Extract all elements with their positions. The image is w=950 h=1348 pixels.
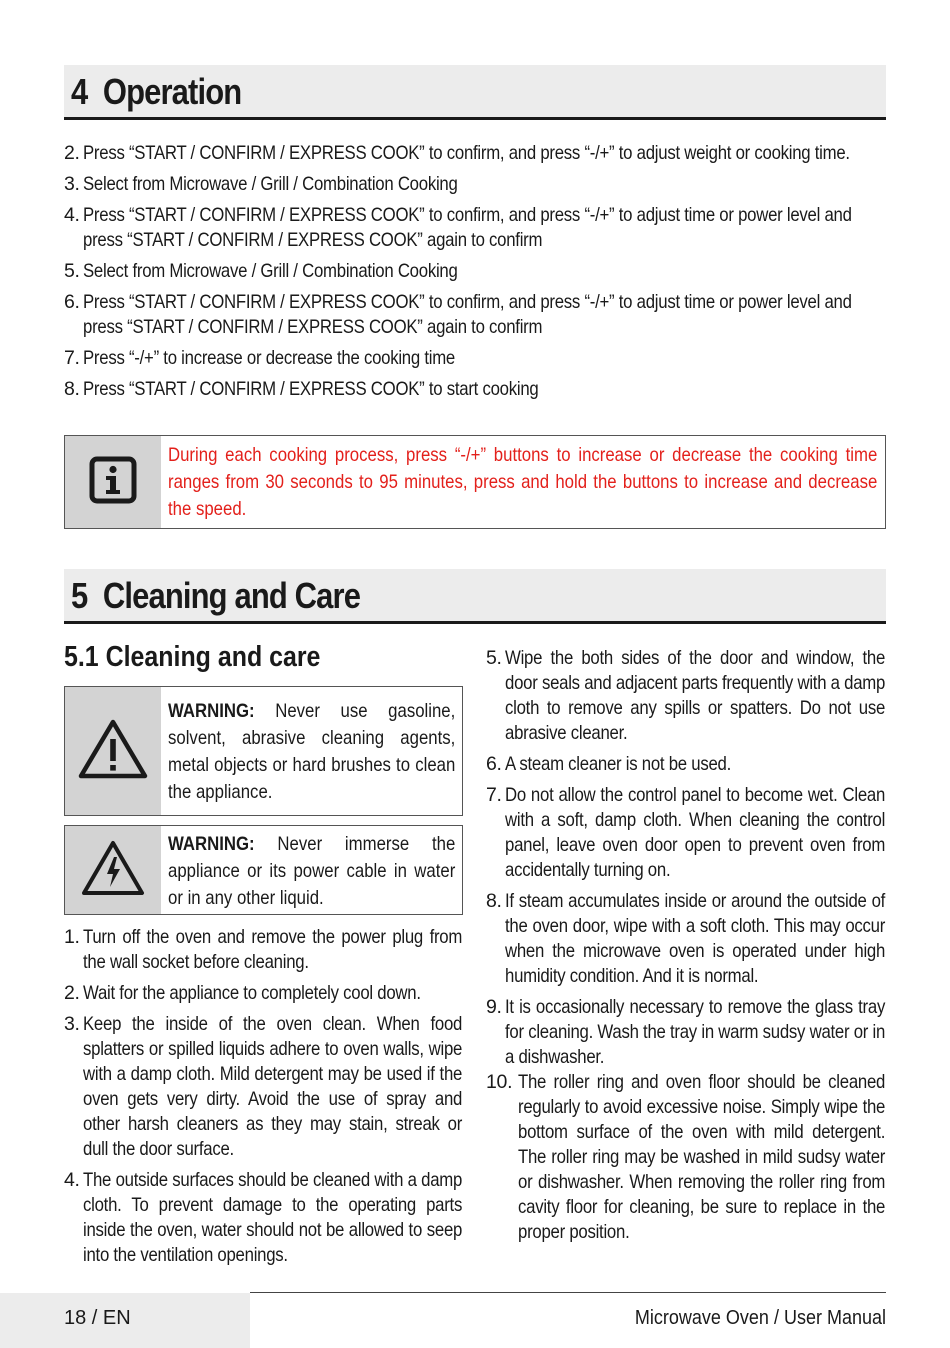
section-5-header bbox=[64, 569, 886, 624]
list-item: 4. The outside surfaces should be cleaned with a damp cloth. To prevent damage to the operating parts inside the oven, water should not be allowed to seep into the ventilation openings. bbox=[64, 1169, 463, 1266]
list-item: 9. It is occasionally necessary to remove the glass tray for cleaning. Wash the tray in warm sudsy water or in a dishwasher. bbox=[486, 996, 886, 1068]
list-item: 6. Press “START / CONFIRM / EXPRESS COOK” to confirm, and press “-/+” to adjust time or power level and press “START / CONFIRM / EXPRESS COOK” again to confirm bbox=[64, 291, 852, 338]
list-item: 10. The roller ring and oven floor should be cleaned regularly to avoid excessive noise. Simply wipe the bottom surface of the oven with mild detergent. The roller ring may be washed in mild sudsy water or dishwasher. When removing the roller ring from cavity floor for cleaning, be sure to replace in the proper position. bbox=[486, 1071, 886, 1243]
operation-steps-list bbox=[64, 141, 886, 408]
info-icon bbox=[89, 456, 137, 509]
electric-hazard-icon bbox=[80, 839, 146, 902]
list-item: 5. Wipe the both sides of the door and window, the door seals and adjacent parts frequently with a damp cloth to remove any spills or spatters. Do not use abrasive cleaner. bbox=[486, 647, 886, 744]
warning-triangle-icon bbox=[77, 717, 149, 786]
warning-label: WARNING: bbox=[168, 700, 255, 722]
list-item: 2. Wait for the appliance to completely cool down. bbox=[64, 982, 421, 1004]
subsection-title: 5.1 Cleaning and care bbox=[64, 641, 321, 673]
warning-text-chemicals: WARNING: Never use gasoline, solvent, abrasive cleaning agents, metal objects or hard brushes to clean the appliance. bbox=[168, 700, 456, 803]
warning-label: WARNING: bbox=[168, 833, 255, 855]
list-item: 8. Press “START / CONFIRM / EXPRESS COOK” to start cooking bbox=[64, 378, 539, 400]
cleaning-steps-right bbox=[486, 646, 886, 1251]
list-item: 6. A steam cleaner is not be used. bbox=[486, 753, 731, 775]
footer-divider bbox=[250, 1292, 886, 1293]
list-item: 7. Press “-/+” to increase or decrease the cooking time bbox=[64, 347, 456, 369]
warning-icon-cell bbox=[65, 687, 161, 815]
info-note-box bbox=[64, 435, 886, 529]
section-4-header bbox=[64, 65, 886, 120]
section-5-title: 5 Cleaning and Care bbox=[71, 575, 361, 616]
warning-box-chemicals bbox=[64, 686, 463, 816]
list-item: 4. Press “START / CONFIRM / EXPRESS COOK” to confirm, and press “-/+” to adjust time or power level and press “START / CONFIRM / EXPRESS COOK” again to confirm bbox=[64, 204, 852, 251]
cleaning-steps-left bbox=[64, 925, 463, 1274]
info-note-text: During each cooking process, press “-/+” buttons to increase or decrease the cooking time ranges from 30 seconds to 95 minutes, press and hold the buttons to increase and decrease the speed. bbox=[168, 444, 878, 520]
section-4-title: 4 Operation bbox=[71, 71, 242, 112]
list-item: 5. Select from Microwave / Grill / Combination Cooking bbox=[64, 260, 458, 282]
electric-icon-cell bbox=[65, 826, 161, 914]
list-item: 7. Do not allow the control panel to become wet. Clean with a soft, damp cloth. When cleaning the control panel, leave oven door open to prevent oven from accidentally turning on. bbox=[486, 784, 886, 881]
list-item: 3. Select from Microwave / Grill / Combination Cooking bbox=[64, 173, 458, 195]
page-number: 18 / EN bbox=[64, 1307, 131, 1329]
list-item: 8. If steam accumulates inside or around the outside of the oven door, wipe with a soft cloth. This may occur when the microwave oven is operated under high humidity condition. And it is normal. bbox=[486, 890, 886, 987]
warning-box-immerse bbox=[64, 825, 463, 915]
list-item: 3. Keep the inside of the oven clean. When food splatters or spilled liquids adhere to oven walls, wipe with a damp cloth. Mild detergent may be used if the oven gets very dirty. Avoid the use of spray and other harsh cleaners as they may stain, streak or dull the door surface. bbox=[64, 1013, 463, 1160]
list-item: 2. Press “START / CONFIRM / EXPRESS COOK” to confirm, and press “-/+” to adjust weight or cooking time. bbox=[64, 142, 850, 164]
warning-text-immerse: WARNING: Never immerse the appliance or its power cable in water or in any other liquid. bbox=[168, 833, 456, 909]
info-icon-cell bbox=[65, 436, 161, 528]
list-item: 1. Turn off the oven and remove the power plug from the wall socket before cleaning. bbox=[64, 926, 463, 973]
document-title: Microwave Oven / User Manual bbox=[634, 1307, 886, 1329]
